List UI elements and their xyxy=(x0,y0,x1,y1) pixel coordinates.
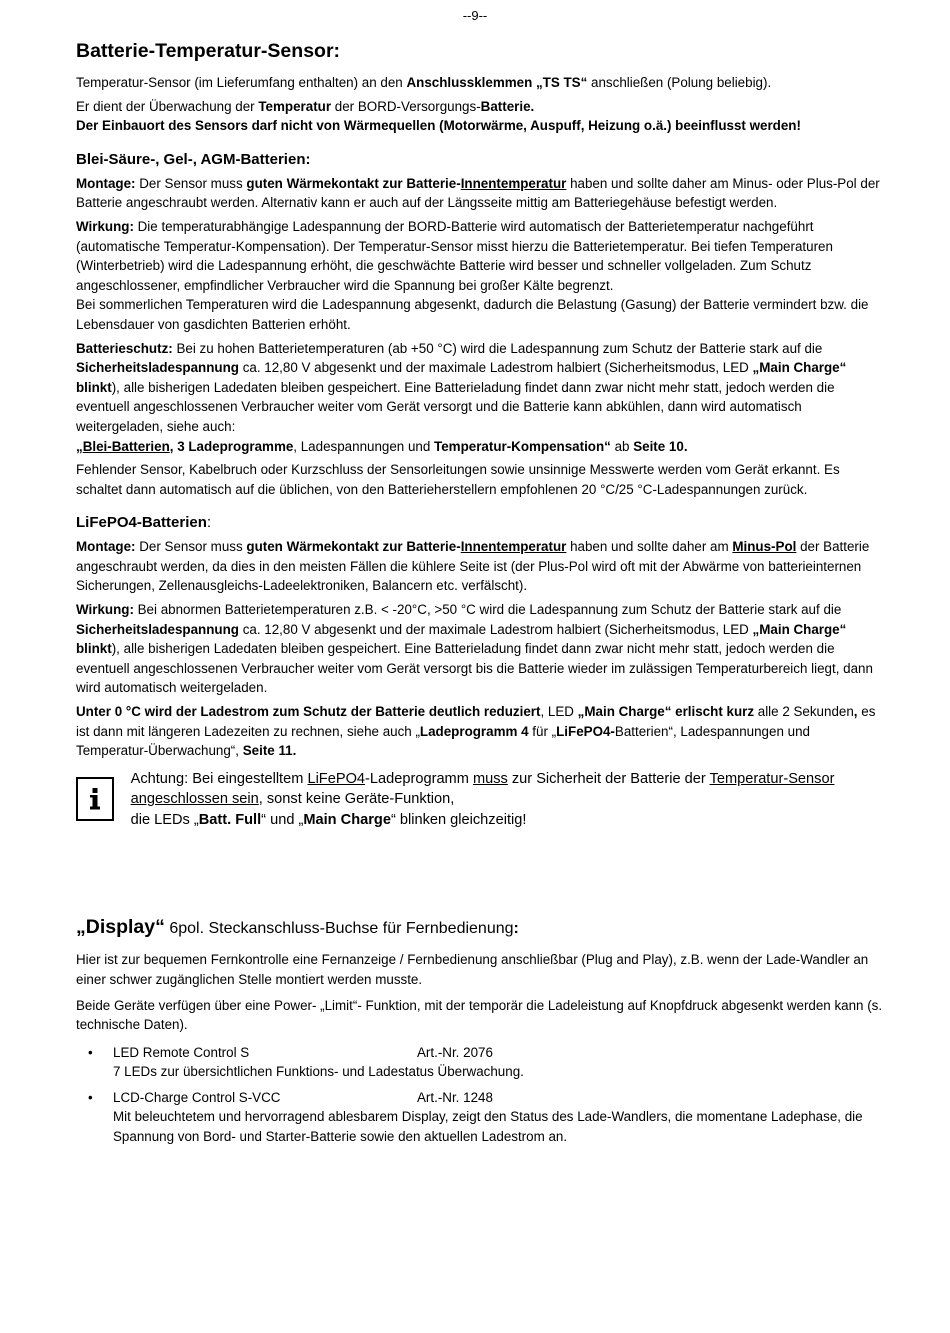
product-art-nr: Art.-Nr. 2076 xyxy=(417,1044,493,1060)
blei-montage-paragraph: Montage: Der Sensor muss guten Wärmekontakt zur Batterie-Innentemperatur haben und sollte daher am Minus- oder Plus-Pol der Batterie angeschraubt werden. Alternativ kann er auch auf der Längsseite mittig am Batteriegehäuse befestigt werden. xyxy=(76,175,880,211)
notice-box xyxy=(76,769,884,831)
blei-schutz-paragraph: Batterieschutz: Bei zu hohen Batterietemperaturen (ab +50 °C) wird die Ladespannung zum Schutz der Batterie stark auf die Sicherheitsladespannung ca. 12,80 V abgesenkt und der maximale Ladestrom halbiert (Sicherheitsmodus, LED „Main Charge“ blinkt), alle bisherigen Ladedaten bleiben gespeichert. Eine Batterieladung findet dann zwar nicht mehr statt, jedoch werden die eventuell angeschlossenen Verbraucher weiter vom Gerät versorgt und die Batterie kann abkühlen, dann wird automatisch weitergeladen, siehe auch: xyxy=(76,340,847,434)
product-desc: 7 LEDs zur übersichtlichen Funktions- und Ladestatus Überwachung. xyxy=(113,1064,524,1080)
product-art-nr: Art.-Nr. 1248 xyxy=(417,1089,493,1105)
blei-reference: „Blei-Batterien, 3 Ladeprogramme, Ladespannungen und Temperatur-Kompensation“ ab Seite 10. xyxy=(76,438,688,454)
section-title-sensor: Batterie-Temperatur-Sensor: xyxy=(76,40,341,62)
list-item xyxy=(76,1043,884,1082)
product-list xyxy=(76,1043,884,1147)
notice-text: Achtung: Bei eingestelltem LiFePO4-Ladeprogramm muss zur Sicherheit der Batterie der Temperatur-Sensor angeschlossen sein, sonst keine Geräte-Funktion, die LEDs „Batt. Full“ und „Main Charge“ blinken gleichzeitig! xyxy=(130,770,835,828)
info-icon xyxy=(76,777,114,821)
bullet: • xyxy=(88,1044,93,1060)
blei-fehler-paragraph: Fehlender Sensor, Kabelbruch oder Kurzschluss der Sensorleitungen sowie unsinnige Messwerte werden vom Gerät erkannt. Es schaltet dann automatisch auf die üblichen, von den Batterieherstellern empfohlenen 20 °C/25 °C-Ladespannungen zurück. xyxy=(76,462,840,497)
product-desc: Mit beleuchtetem und hervorragend ablesbarem Display, zeigt den Status des Lade-Wandlers, die momentane Ladephase, die Spannung von Bord- und Starter-Batterie sowie den aktuellen Ladestrom an. xyxy=(113,1109,863,1145)
subsection-title-blei: Blei-Säure-, Gel-, AGM-Batterien: xyxy=(76,150,311,168)
intro-paragraph-1: Temperatur-Sensor (im Lieferumfang enthalten) an den Anschlussklemmen „TS TS“ anschließen (Polung beliebig). xyxy=(76,75,772,90)
bullet: • xyxy=(88,1089,93,1105)
blei-wirkung-paragraph: Wirkung: Die temperaturabhängige Ladespannung der BORD-Batterie wird automatisch der Batterietemperatur nachgeführt (automatische Temperatur-Kompensation). Der Temperatur-Sensor misst hierzu die Batterietemperatur. Bei tiefen Temperaturen (Winterbetrieb) wird die Ladespannung erhöht, die geschwächte Batterie wird besser und schneller vollgeladen. Zum Schutz angeschlossener, empfindlicher Verbraucher wird die Spannung bei großer Kälte begrenzt. xyxy=(76,218,833,293)
subsection-title-lifepo: LiFePO4-Batterien: xyxy=(76,514,212,532)
intro-warning: Der Einbauort des Sensors darf nicht von Wärmequellen (Motorwärme, Auspuff, Heizung o.ä.) beeinflusst werden! xyxy=(76,118,801,134)
lifepo-montage-paragraph: Montage: Der Sensor muss guten Wärmekontakt zur Batterie-Innentemperatur haben und sollte daher am Minus-Pol der Batterie angeschraubt werden, da dies in den meisten Fällen die kühlere Seite ist (der Plus-Pol wird oft mit der Abwärme von batterieinternen Sicherungen, Zellenausgleichs-Ladeelektroniken, Balancern etc. verfälscht). xyxy=(76,539,870,594)
lifepo-wirkung-paragraph: Wirkung: Bei abnormen Batterietemperaturen z.B. < -20°C, >50 °C wird die Ladespannung zum Schutz der Batterie stark auf die Sicherheitsladespannung ca. 12,80 V abgesenkt und der maximale Ladestrom halbiert (Sicherheitsmodus, LED „Main Charge“ blinkt), alle bisherigen Ladedaten bleiben gespeichert. Eine Batterieladung findet dann zwar nicht mehr statt, jedoch werden die eventuell angeschlossenen Verbraucher weiter vom Gerät versorgt bis die Batterie wieder im zulässigen Temperaturbereich liegt, dann wird automatisch weitergeladen. xyxy=(76,602,873,696)
display-paragraph-1: Hier ist zur bequemen Fernkontrolle eine Fernanzeige / Fernbedienung anschließbar (Plug and Play), z.B. wenn der Lade-Wandler an einer schwer zugänglichen Stelle montiert werden musste. xyxy=(76,952,869,987)
display-paragraph-2: Beide Geräte verfügen über eine Power- „Limit“- Funktion, mit der temporär die Ladeleistung auf Knopfdruck abgesenkt werden kann (s. technische Daten). xyxy=(76,997,883,1033)
section-title-display: „Display“ 6pol. Steckanschluss-Buchse für Fernbedienung: xyxy=(76,916,519,939)
product-name: LED Remote Control S xyxy=(113,1044,250,1060)
list-item xyxy=(76,1088,884,1147)
intro-paragraph-2: Er dient der Überwachung der Temperatur der BORD-Versorgungs-Batterie. xyxy=(76,98,535,114)
blei-wirkung-paragraph-2: Bei sommerlichen Temperaturen wird die Ladespannung abgesenkt, dadurch die Belastung (Gasung) der Batterie vermindert bzw. die Lebensdauer von gasdichten Batterien erhöht. xyxy=(76,297,869,332)
lifepo-unter0-paragraph: Unter 0 °C wird der Ladestrom zum Schutz der Batterie deutlich reduziert, LED „Main Charge“ erlischt kurz alle 2 Sekunden, es ist dann mit längeren Ladezeiten zu rechnen, siehe auch „Ladeprogramm 4 für „LiFePO4-Batterien“, Ladespannungen und Temperatur-Überwachung“, Seite 11. xyxy=(76,704,876,759)
page-content xyxy=(76,38,884,1153)
product-name: LCD-Charge Control S-VCC xyxy=(113,1089,281,1105)
page-number: --9-- xyxy=(462,8,488,23)
